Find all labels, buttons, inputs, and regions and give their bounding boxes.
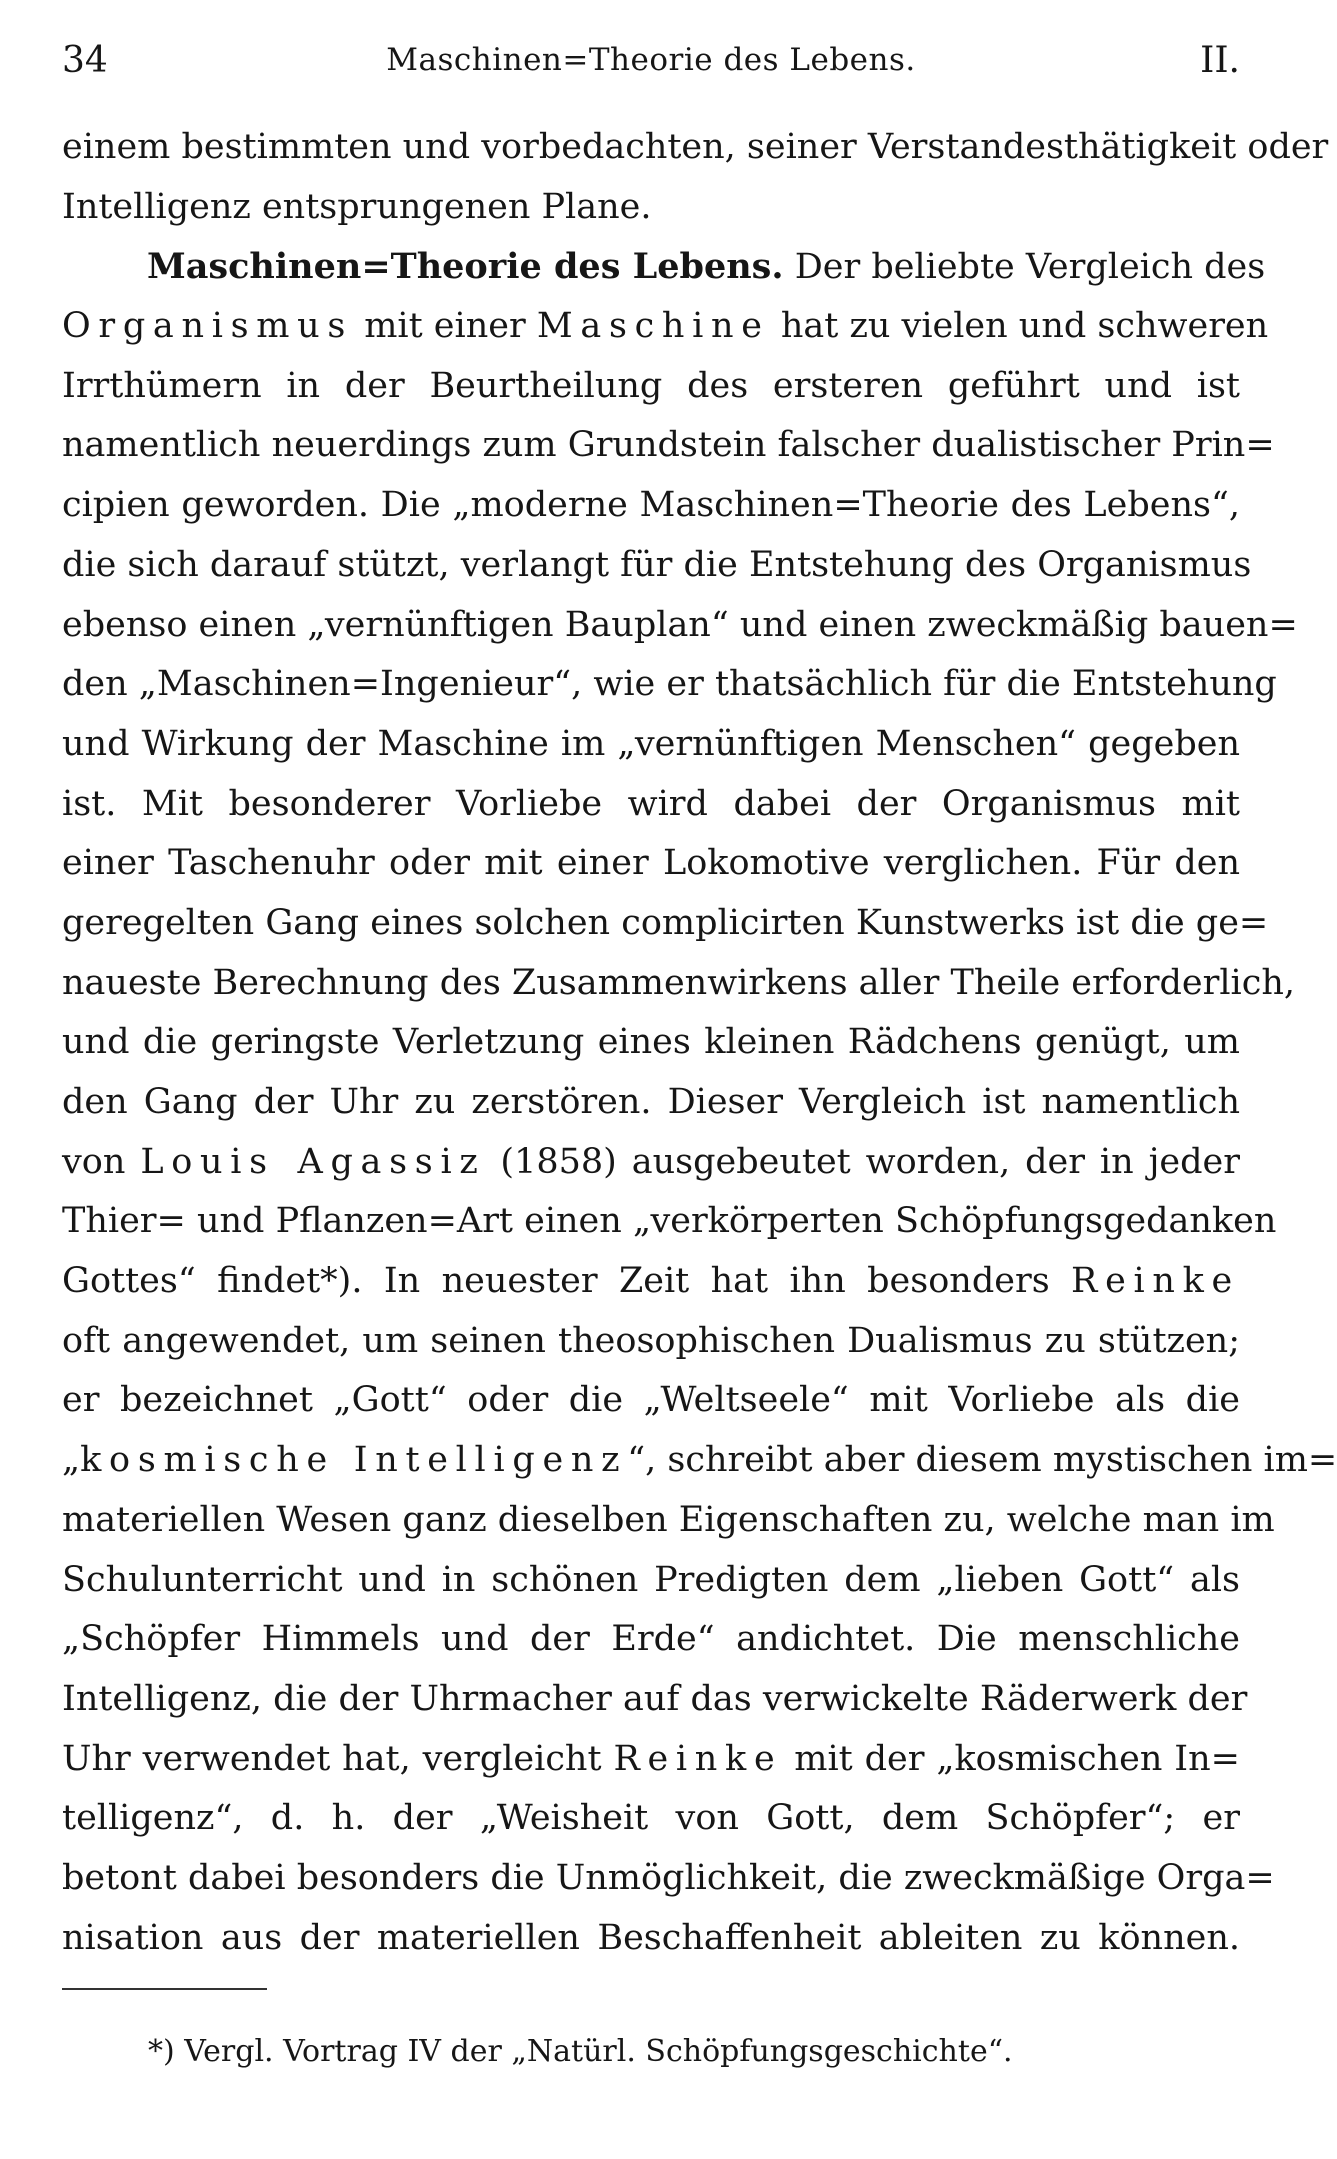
text-run: mit der „kosmischen In=	[794, 1738, 1240, 1779]
text-line	[62, 1730, 1240, 1790]
emphasized-term: Maschine	[536, 306, 770, 347]
text-line: Irrthümern in der Beurtheilung des ersteren geführt und ist	[62, 365, 1240, 406]
text-run: Der beliebte Vergleich des	[794, 247, 1266, 288]
text-line: oft angewendet, um seinen theosophischen Dualismus zu stützen;	[62, 1320, 1240, 1361]
text-line: Schulunterricht und in schönen Predigten dem „lieben Gott“ als	[62, 1559, 1240, 1600]
text-line: cipien geworden. Die „moderne Maschinen=Theorie des Lebens“,	[62, 485, 1240, 526]
running-title: Maschinen=Theorie des Lebens.	[386, 42, 916, 78]
text-line: und die geringste Verletzung eines kleinen Rädchens genügt, um	[62, 1022, 1240, 1063]
emphasized-term: kosmische Intelligenz	[80, 1440, 628, 1481]
text-line: geregelten Gang eines solchen complicirten Kunstwerks ist die ge=	[62, 902, 1269, 943]
text-line: Intelligenz, die der Uhrmacher auf das verwickelte Räderwerk der	[62, 1678, 1248, 1719]
text-line: einem bestimmten und vorbedachten, seiner Verstandesthätigkeit oder	[62, 127, 1329, 167]
text-line: naueste Berechnung des Zusammenwirkens aller Theile erforderlich,	[62, 962, 1296, 1003]
text-line	[62, 297, 1269, 357]
page-number: 34	[62, 40, 108, 81]
text-line: den Gang der Uhr zu zerstören. Dieser Vergleich ist namentlich	[62, 1082, 1240, 1122]
text-line	[62, 237, 1266, 297]
text-line: materiellen Wesen ganz dieselben Eigenschaften zu, welche man im	[62, 1499, 1275, 1540]
text-line: namentlich neuerdings zum Grundstein falscher dualistischer Prin=	[62, 425, 1275, 466]
text-line	[62, 1431, 1337, 1491]
chapter-number: II.	[1200, 40, 1240, 81]
text-line: die sich darauf stützt, verlangt für die Entstehung des Organismus	[62, 544, 1252, 585]
text-run: hat zu vielen und schweren	[780, 306, 1269, 347]
text-line: und Wirkung der Maschine im „vernünftigen Menschen“ gegeben	[62, 723, 1240, 764]
text-run: (1858) ausgebeutet worden, der in jeder	[500, 1141, 1240, 1182]
section-heading: Maschinen=Theorie des Lebens.	[147, 246, 784, 288]
text-line: Intelligenz entsprungenen Plane.	[62, 186, 652, 227]
footnote: *) Vergl. Vortrag IV der „Natürl. Schöpfungsgeschichte“.	[148, 2034, 1013, 2069]
text-line: Thier= und Pflanzen=Art einen „verkörperten Schöpfungsgedanken	[62, 1201, 1277, 1242]
footnote-divider	[62, 1988, 267, 1990]
text-line	[62, 1133, 1240, 1193]
text-line: einer Taschenuhr oder mit einer Lokomotive verglichen. Für den	[62, 843, 1240, 884]
body-text	[62, 118, 1337, 1968]
text-line: ist. Mit besonderer Vorliebe wird dabei der Organismus mit	[62, 783, 1240, 824]
text-line	[62, 1252, 1240, 1312]
person-name: Louis Agassiz	[140, 1141, 486, 1182]
text-line: er bezeichnet „Gott“ oder die „Weltseele“ mit Vorliebe als die	[62, 1380, 1240, 1421]
text-line: telligenz“, d. h. der „Weisheit von Gott, dem Schöpfer“; er	[62, 1798, 1240, 1839]
emphasized-term: Organismus	[62, 306, 354, 347]
text-line: „Schöpfer Himmels und der Erde“ andichtet. Die menschliche	[62, 1619, 1240, 1660]
text-line: nisation aus der materiellen Beschaffenheit ableiten zu können.	[62, 1917, 1240, 1958]
text-line: ebenso einen „vernünftigen Bauplan“ und einen zweckmäßig bauen=	[62, 604, 1298, 645]
text-run: “, schreibt aber diesem mystischen im=	[627, 1440, 1337, 1481]
page-header	[62, 40, 1240, 90]
text-run: mit einer	[364, 306, 526, 347]
text-run: von	[62, 1141, 126, 1182]
person-name: Reinke	[613, 1738, 783, 1779]
text-line: betont dabei besonders die Unmöglichkeit, die zweckmäßige Orga=	[62, 1857, 1275, 1898]
text-run: Uhr verwendet hat, vergleicht	[62, 1738, 602, 1779]
text-line: den „Maschinen=Ingenieur“, wie er thatsächlich für die Entstehung	[62, 664, 1277, 705]
text-run: „	[62, 1440, 81, 1481]
text-run: Gottes“ findet*). In neuester Zeit hat ihn besonders	[62, 1261, 1050, 1302]
person-name: Reinke	[1071, 1261, 1240, 1302]
